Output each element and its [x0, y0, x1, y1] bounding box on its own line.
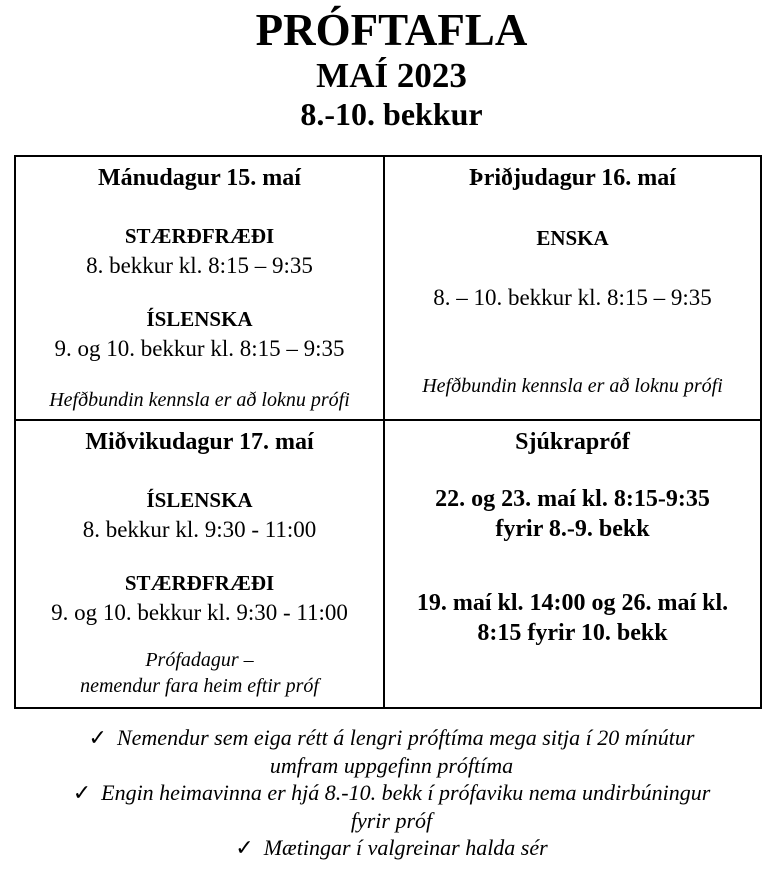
tuesday-note: Hefðbundin kennsla er að loknu prófi — [422, 375, 723, 398]
grade-range: 8.-10. bekkur — [300, 95, 483, 132]
page-subtitle: MAÍ 2023 — [316, 55, 467, 95]
exam-schedule-table — [14, 155, 762, 709]
tuesday-header: Þriðjudagur 16. maí — [469, 165, 676, 191]
wednesday-time-2: 9. og 10. bekkur kl. 9:30 - 11:00 — [51, 600, 348, 626]
monday-subject-2: ÍSLENSKA — [146, 307, 253, 332]
tuesday-subject-1: ENSKA — [536, 226, 609, 250]
makeup-session-1 — [393, 484, 752, 544]
makeup-session-1-line-1: 22. og 23. maí kl. 8:15-9:35 — [435, 485, 710, 512]
checkmark-icon: ✓ — [235, 835, 254, 860]
makeup-session-2-line-1: 19. maí kl. 14:00 og 26. maí kl. — [416, 589, 729, 616]
monday-time-1: 8. bekkur kl. 8:15 – 9:35 — [86, 253, 313, 278]
monday-header: Mánudagur 15. maí — [98, 165, 301, 191]
wednesday-note-line-1: Prófadagur – — [145, 648, 254, 671]
footer-note-1 — [56, 724, 728, 779]
monday-subject-1: STÆRÐFRÆÐI — [124, 224, 275, 248]
cell-monday — [15, 156, 384, 420]
cell-wednesday — [15, 420, 384, 708]
checkmark-icon: ✓ — [72, 780, 92, 805]
monday-time-2: 9. og 10. bekkur kl. 8:15 – 9:35 — [54, 336, 345, 362]
footer-note-3 — [56, 834, 728, 862]
footer-note-2 — [56, 779, 728, 834]
tuesday-time-1: 8. – 10. bekkur kl. 8:15 – 9:35 — [433, 285, 712, 310]
wednesday-note-line-2: nemendur fara heim eftir próf — [80, 674, 319, 697]
wednesday-subject-2: STÆRÐFRÆÐI — [124, 571, 275, 596]
footer-note-1-text: Nemendur sem eiga rétt á lengri próftíma mega sitja í 20 mínútur umfram uppgefinn próftíma — [116, 725, 695, 778]
title-block — [0, 0, 783, 133]
wednesday-note — [24, 647, 375, 699]
wednesday-subject-1: ÍSLENSKA — [146, 487, 253, 512]
monday-note: Hefðbundin kennsla er að loknu prófi — [49, 388, 350, 411]
footer-note-2-text: Engin heimavinna er hjá 8.-10. bekk í prófaviku nema undirbúningur fyrir próf — [101, 780, 711, 833]
makeup-session-2-line-2: 8:15 fyrir 10. bekk — [477, 619, 668, 646]
wednesday-header: Miðvikudagur 17. maí — [85, 428, 314, 455]
checkmark-icon: ✓ — [88, 725, 107, 750]
footer-notes — [0, 724, 783, 862]
cell-tuesday — [384, 156, 761, 420]
makeup-session-2 — [393, 588, 752, 648]
makeup-header: Sjúkrapróf — [515, 428, 630, 455]
wednesday-time-1: 8. bekkur kl. 9:30 - 11:00 — [82, 516, 317, 542]
footer-note-3-text: Mætingar í valgreinar halda sér — [263, 835, 548, 860]
cell-makeup-exams — [384, 420, 761, 708]
makeup-session-1-line-2: fyrir 8.-9. bekk — [495, 515, 650, 542]
page-title: PRÓFTAFLA — [255, 5, 528, 55]
